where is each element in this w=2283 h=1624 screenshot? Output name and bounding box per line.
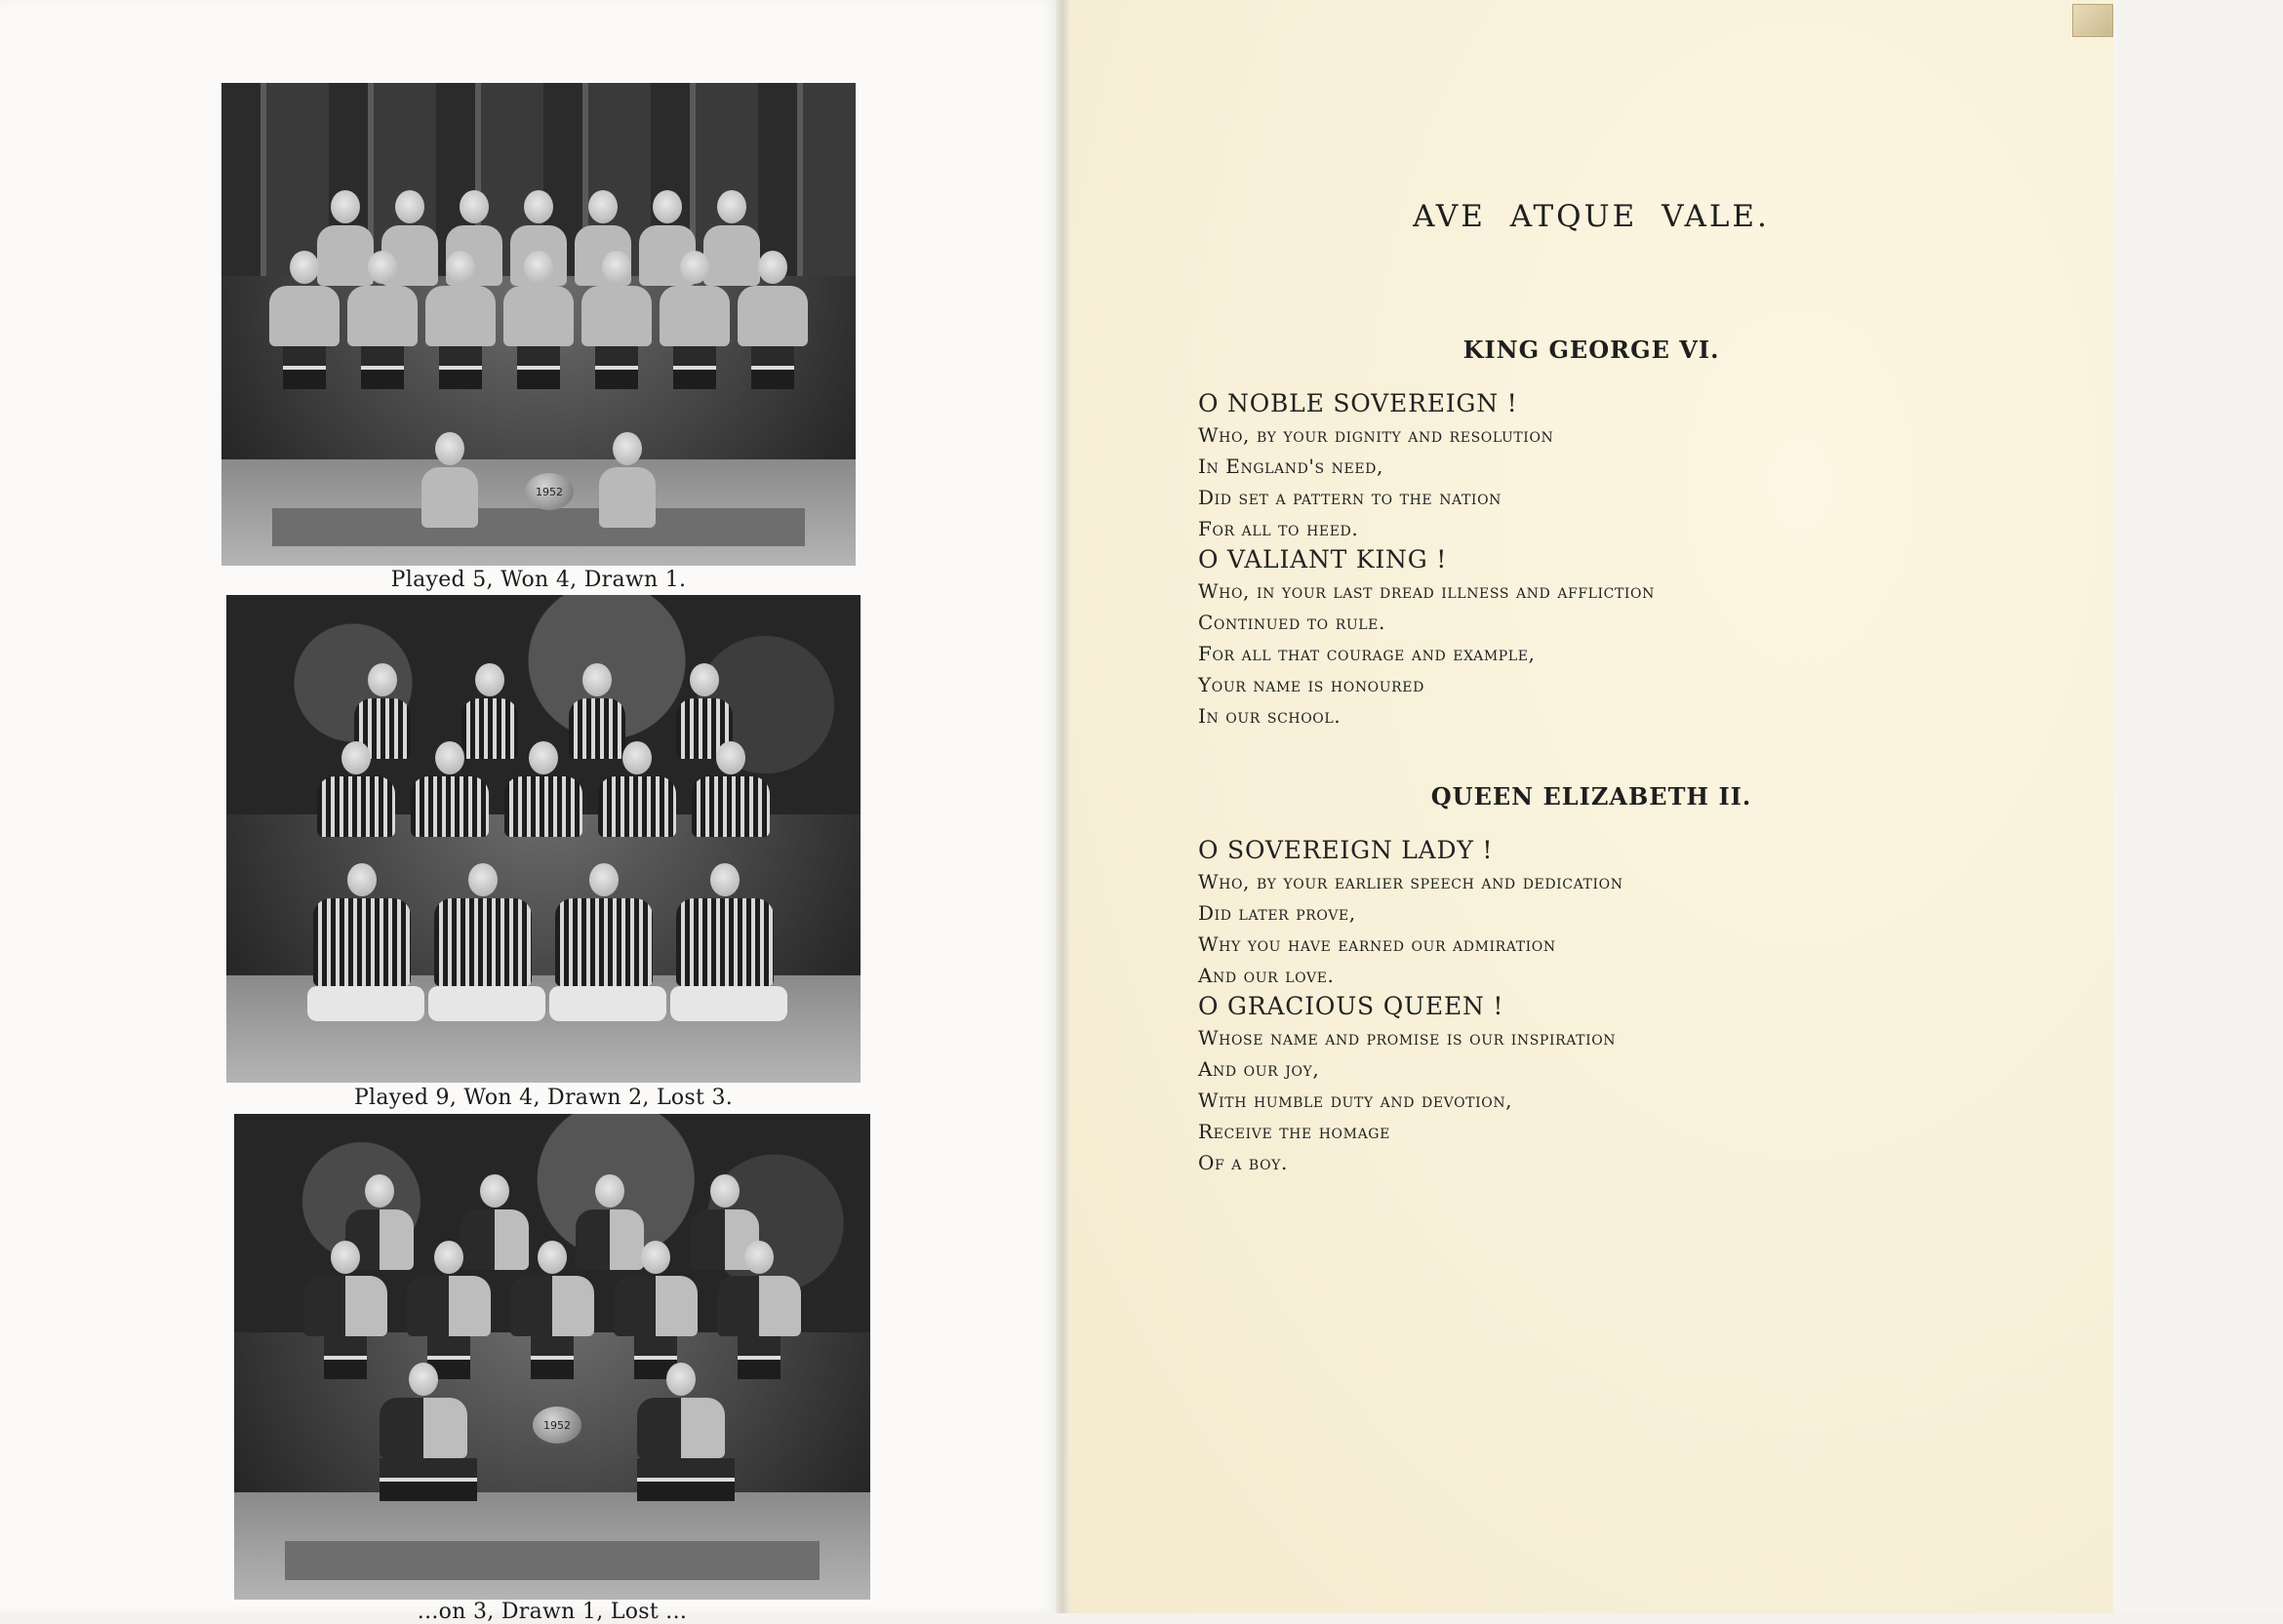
middle-row [221, 251, 856, 389]
verse-line: O GRACIOUS QUEEN ! [1198, 992, 1504, 1020]
verse-line: Whose name and promise is our inspiration [1198, 1026, 1617, 1050]
verse-line: In our school. [1198, 704, 1342, 728]
photo-1-caption: Played 5, Won 4, Drawn 1. [390, 568, 687, 592]
verse-line: With humble duty and devotion, [1198, 1089, 1513, 1112]
verse-line: Why you have earned our admiration [1198, 932, 1556, 956]
section-heading-king: KING GEORGE VI. [1462, 336, 1720, 364]
verse-line: Continued to rule. [1198, 611, 1385, 634]
section-heading-queen: QUEEN ELIZABETH II. [1430, 782, 1752, 811]
verse-line: For all that courage and example, [1198, 642, 1536, 665]
football-year-label: 1952 [525, 473, 574, 510]
middle-row [234, 1241, 870, 1379]
verse-line: And our joy, [1198, 1057, 1320, 1081]
verse-line: Your name is honoured [1198, 673, 1424, 696]
football-year-label: 1952 [533, 1406, 581, 1444]
verse-line: Who, in your last dread illness and affliction [1198, 579, 1655, 603]
verse-line: O NOBLE SOVEREIGN ! [1198, 389, 1518, 417]
verse-line: Did set a pattern to the nation [1198, 486, 1502, 509]
verse-line: O SOVEREIGN LADY ! [1198, 836, 1494, 864]
middle-row [226, 741, 861, 837]
mat [285, 1541, 820, 1580]
verse-line: Receive the homage [1198, 1120, 1390, 1143]
verse-line: Who, by your earlier speech and dedication [1198, 870, 1623, 893]
verse-line: O VALIANT KING ! [1198, 545, 1448, 574]
verse-queen [1198, 835, 1623, 1178]
verse-line: And our love. [1198, 964, 1335, 987]
photo-3-caption: ...on 3, Drawn 1, Lost ... [417, 1600, 688, 1624]
photo-2-caption: Played 9, Won 4, Drawn 2, Lost 3. [353, 1086, 734, 1110]
verse-king [1198, 388, 1655, 732]
page-title: AVE ATQUE VALE. [1413, 199, 1770, 234]
verse-line: Who, by your dignity and resolution [1198, 423, 1554, 447]
team-photo-3 [234, 1114, 870, 1600]
team-photo-2 [226, 595, 861, 1083]
page-corner-tab [2072, 4, 2113, 37]
team-photo-1 [221, 83, 856, 566]
verse-line: Did later prove, [1198, 901, 1356, 925]
scan-margin [2113, 0, 2283, 1613]
verse-line: Of a boy. [1198, 1151, 1288, 1174]
front-row [226, 863, 861, 1021]
verse-line: In England's need, [1198, 455, 1383, 478]
book-gutter [1056, 0, 1069, 1613]
verse-line: For all to heed. [1198, 517, 1359, 540]
